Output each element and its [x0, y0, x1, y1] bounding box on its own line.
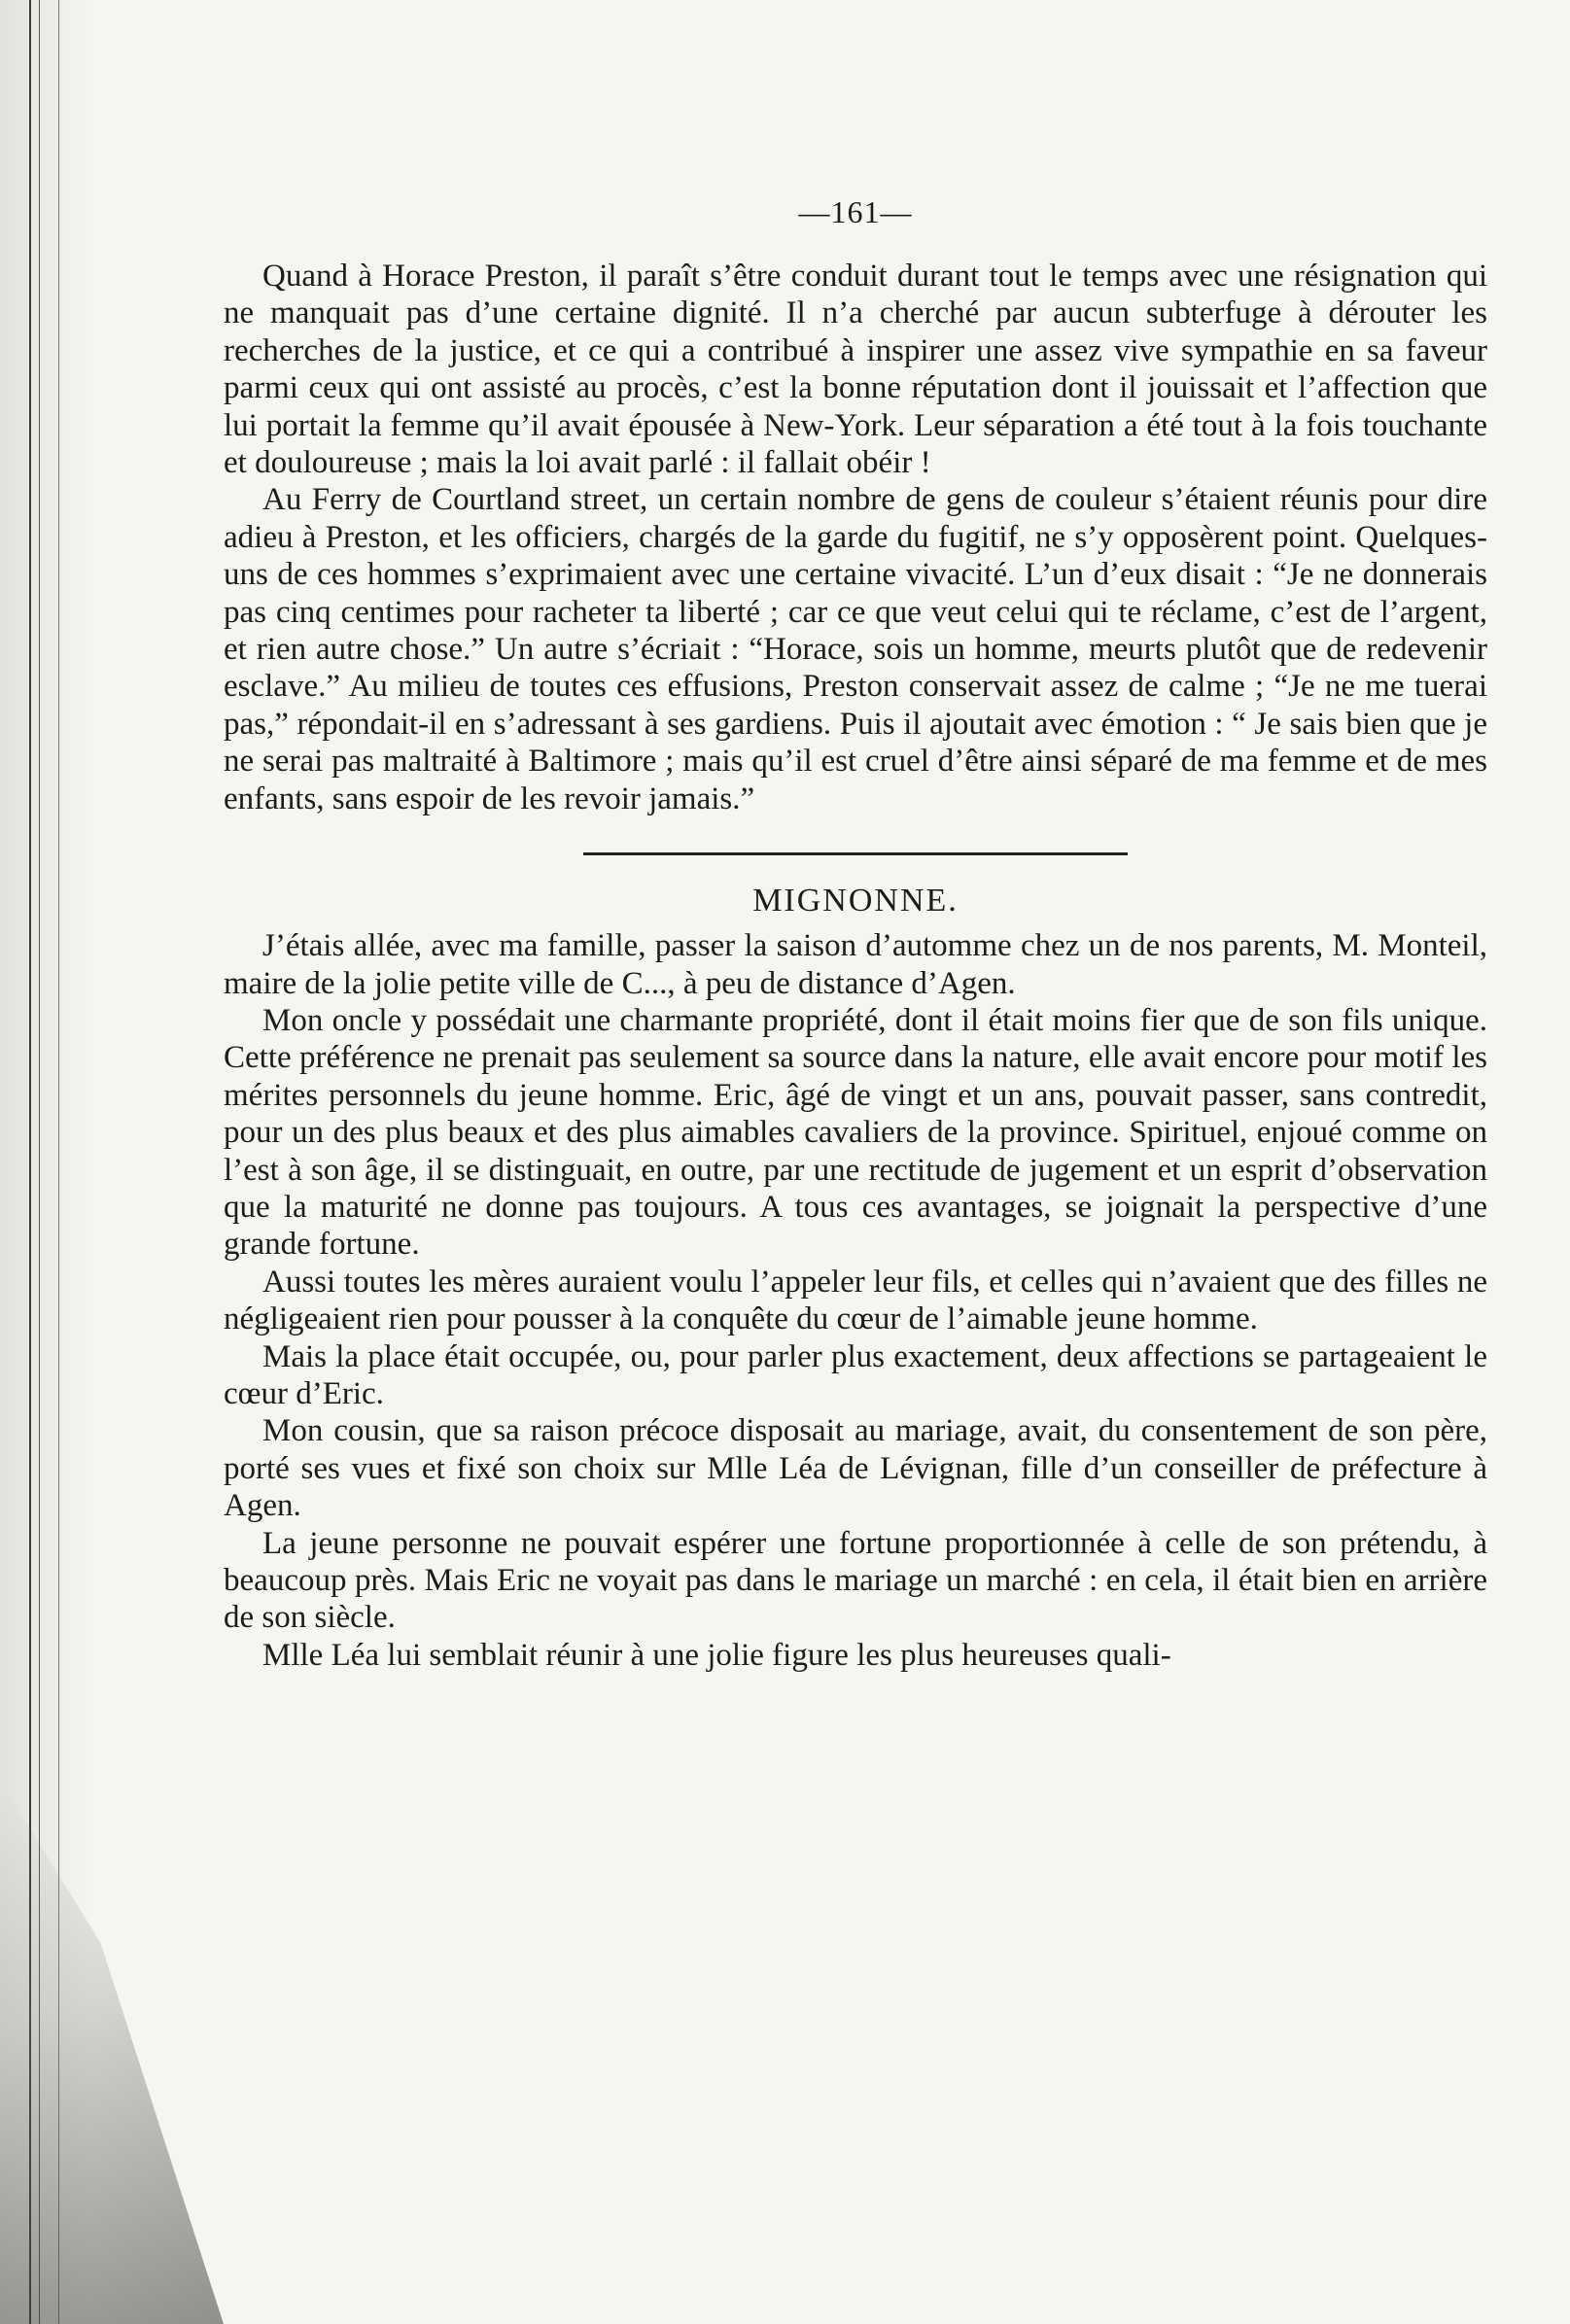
paragraph: Mon cousin, que sa raison précoce disposait au mariage, avait, du consentement de son père, porté ses vues et fixé son choix sur Mlle Léa de Lévignan, fille d’un conseiller de préfecture à Agen.: [224, 1413, 1487, 1524]
section-divider: [583, 852, 1128, 855]
section-body: [224, 927, 1487, 1674]
page-number: —161—: [798, 194, 913, 229]
paragraph: La jeune personne ne pouvait espérer une fortune proportionnée à celle de son prétendu, à beaucoup près. Mais Eric ne voyait pas dans le mariage un marché : en cela, il était bien en arrière de son siècle.: [224, 1525, 1487, 1636]
document-page: [224, 194, 1487, 1674]
binding-shadow: [0, 1780, 224, 2324]
section-title: MIGNONNE.: [752, 883, 959, 919]
article-continuation: [224, 258, 1487, 817]
paragraph: Au Ferry de Courtland street, un certain nombre de gens de couleur s’étaient réunis pour dire adieu à Preston, et les officiers, chargés de la garde du fugitif, ne s’y opposèrent point. Quelques-uns de ces hommes s’exprimaient avec une certaine vivacité. L’un d’eux disait : “Je ne donnerais pas cinq centimes pour racheter ta liberté ; car ce que veut celui qui te réclame, c’est de l’argent, et rien autre chose.” Un autre s’écriait : “Horace, sois un homme, meurts plutôt que de redevenir esclave.” Au milieu de toutes ces effusions, Preston conservait assez de calme ; “Je ne me tuerai pas,” répondait-il en s’adressant à ses gardiens. Puis il ajoutait avec émotion : “ Je sais bien que je ne serai pas maltraité à Baltimore ; mais qu’il est cruel d’être ainsi séparé de ma femme et de mes enfants, sans espoir de les revoir jamais.”: [224, 482, 1487, 816]
paragraph: J’étais allée, avec ma famille, passer la saison d’automme chez un de nos parents, M. Monteil, maire de la jolie petite ville de C..., à peu de distance d’Agen.: [224, 928, 1487, 1001]
paragraph: Aussi toutes les mères auraient voulu l’appeler leur fils, et celles qui n’avaient que des filles ne négligeaient rien pour pousser à la conquête du cœur de l’aimable jeune homme.: [224, 1264, 1487, 1337]
paragraph: Mon oncle y possédait une charmante propriété, dont il était moins fier que de son fils unique. Cette préférence ne prenait pas seulement sa source dans la nature, elle avait encore pour motif les mérites personnels du jeune homme. Eric, âgé de vingt et un ans, pouvait passer, sans contredit, pour un des plus beaux et des plus aimables cavaliers de la province. Spirituel, enjoué comme on l’est à son âge, il se distinguait, en outre, par une rectitude de jugement et un esprit d’observation que la maturité ne donne pas toujours. A tous ces avantages, se joignait la perspective d’une grande fortune.: [224, 1002, 1487, 1263]
paragraph: Mais la place était occupée, ou, pour parler plus exactement, deux affections se partageaient le cœur d’Eric.: [224, 1338, 1487, 1411]
paragraph: Mlle Léa lui semblait réunir à une jolie figure les plus heureuses quali-: [262, 1637, 1171, 1673]
paragraph: Quand à Horace Preston, il paraît s’être conduit durant tout le temps avec une résignation qui ne manquait pas d’une certaine dignité. Il n’a cherché par aucun subterfuge à dérouter les recherches de la justice, et ce qui a contribué à inspirer une assez vive sympathie en sa faveur parmi ceux qui ont assisté au procès, c’est la bonne réputation dont il jouissait et l’affection que lui portait la femme qu’il avait épousée à New-York. Leur séparation a été tout à la fois touchante et douloureuse ; mais la loi avait parlé : il fallait obéir !: [224, 259, 1487, 481]
